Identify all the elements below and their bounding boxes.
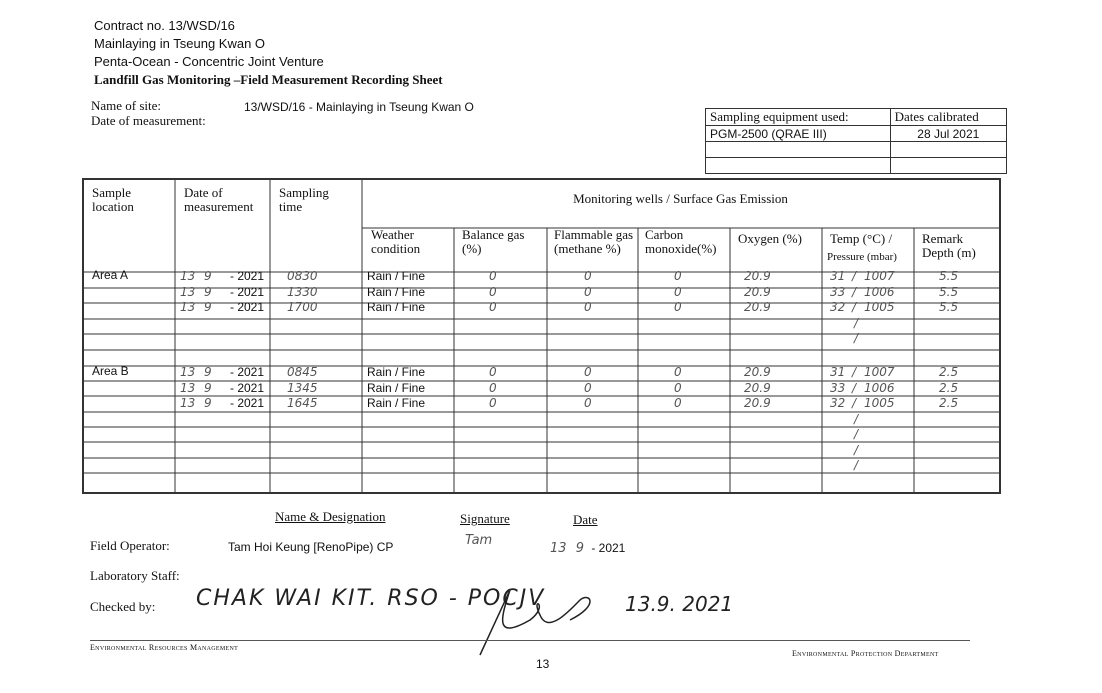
balance-gas-value: 0 — [489, 284, 497, 299]
balance-gas-value: 0 — [489, 300, 497, 314]
sheet-title: Landfill Gas Monitoring –Field Measurement Recording Sheet — [94, 72, 443, 87]
temp-pressure-slash: / — [852, 396, 857, 410]
equipment-header: Sampling equipment used: — [706, 109, 891, 126]
col-flammable-gas: Flammable gas (methane %) — [554, 227, 634, 256]
col-sampling-time: Sampling time — [279, 185, 329, 214]
oxygen-value: 20.9 — [744, 300, 771, 314]
field-date-month: 9 — [575, 541, 585, 556]
table-grid — [84, 180, 999, 492]
date-day: 13 — [180, 396, 196, 410]
date-month: 9 — [204, 396, 212, 410]
depth-value: 2.5 — [939, 380, 959, 395]
equipment-table — [705, 108, 1007, 174]
weather-condition: Rain / Fine — [367, 300, 426, 314]
pressure-value: 1006 — [864, 284, 895, 299]
date-month: 9 — [204, 365, 212, 379]
col-date-of-measurement: Date of measurement — [184, 185, 254, 214]
monitoring-table — [82, 178, 1001, 494]
right-footer: Environmental Protection Department — [792, 649, 939, 658]
depth-value: 5.5 — [939, 284, 959, 299]
date-month: 9 — [204, 300, 212, 314]
temp-value: 32 — [830, 396, 846, 410]
date-day: 13 — [180, 269, 196, 283]
empty-row-slash: / — [854, 411, 859, 426]
pressure-value: 1006 — [864, 380, 895, 395]
depth-value: 5.5 — [939, 300, 959, 314]
date-month: 9 — [204, 269, 212, 283]
weather-condition: Rain / Fine — [367, 396, 426, 410]
weather-condition: Rain / Fine — [367, 284, 426, 299]
date-month: 9 — [204, 284, 212, 299]
empty-row-slash: / — [854, 442, 859, 457]
sampling-time: 1700 — [287, 300, 318, 314]
equipment-model: PGM-2500 (QRAE III) — [706, 126, 891, 142]
depth-value: 5.5 — [939, 269, 959, 283]
date-header: Date — [573, 512, 598, 527]
balance-gas-value: 0 — [489, 269, 497, 283]
date-year: - 2021 — [230, 380, 265, 395]
date-year: - 2021 — [230, 365, 265, 379]
flammable-gas-value: 0 — [584, 284, 592, 299]
site-name-value: 13/WSD/16 - Mainlaying in Tseung Kwan O — [244, 100, 474, 114]
temp-pressure-slash: / — [852, 269, 857, 283]
checked-by-name: CHAK WAI KIT. RSO - POCJV — [196, 586, 546, 611]
col-remark-depth: Remark Depth (m) — [922, 231, 976, 260]
oxygen-value: 20.9 — [744, 269, 771, 283]
date-day: 13 — [180, 284, 196, 299]
sampling-time: 1645 — [287, 396, 318, 410]
balance-gas-value: 0 — [489, 396, 497, 410]
empty-cell — [890, 158, 1006, 174]
oxygen-value: 20.9 — [744, 365, 771, 379]
col-pressure: Pressure (mbar) — [827, 251, 897, 263]
weather-condition: Rain / Fine — [367, 380, 426, 395]
flammable-gas-value: 0 — [584, 365, 592, 379]
field-operator-date — [550, 540, 625, 556]
oxygen-value: 20.9 — [744, 380, 771, 395]
depth-value: 2.5 — [939, 396, 959, 410]
field-date-year: - 2021 — [591, 541, 626, 555]
temp-pressure-slash: / — [852, 380, 857, 395]
carbon-monoxide-value: 0 — [674, 269, 682, 283]
balance-gas-value: 0 — [489, 380, 497, 395]
pressure-value: 1007 — [864, 365, 895, 379]
name-designation-header: Name & Designation — [275, 509, 386, 524]
col-balance-gas: Balance gas (%) — [462, 227, 525, 256]
date-of-measurement-label: Date of measurement: — [91, 113, 206, 128]
sampling-time: 0845 — [287, 365, 318, 379]
oxygen-value: 20.9 — [744, 396, 771, 410]
date-year: - 2021 — [230, 269, 265, 283]
calibrated-header: Dates calibrated — [890, 109, 1006, 126]
carbon-monoxide-value: 0 — [674, 396, 682, 410]
weather-condition: Rain / Fine — [367, 269, 426, 283]
carbon-monoxide-value: 0 — [674, 284, 682, 299]
col-temp: Temp (°C) / — [830, 231, 893, 246]
empty-row-slash: / — [854, 315, 859, 330]
flammable-gas-value: 0 — [584, 269, 592, 283]
page-number: 13 — [536, 657, 550, 671]
depth-value: 2.5 — [939, 365, 959, 379]
carbon-monoxide-value: 0 — [674, 380, 682, 395]
carbon-monoxide-value: 0 — [674, 365, 682, 379]
field-date-day: 13 — [550, 541, 567, 556]
temp-pressure-slash: / — [852, 284, 857, 299]
project-name: Mainlaying in Tseung Kwan O — [94, 36, 266, 51]
empty-row-slash: / — [854, 458, 859, 472]
date-month: 9 — [204, 380, 212, 395]
flammable-gas-value: 0 — [584, 396, 592, 410]
date-day: 13 — [180, 365, 196, 379]
temp-pressure-slash: / — [852, 365, 857, 379]
sampling-time: 1345 — [287, 380, 318, 395]
col-carbon-monoxide: Carbon monoxide(%) — [645, 227, 717, 256]
date-year: - 2021 — [230, 396, 265, 410]
date-year: - 2021 — [230, 284, 265, 299]
field-operator-label: Field Operator: — [90, 538, 170, 553]
date-day: 13 — [180, 300, 196, 314]
col-sample-location: Sample location — [92, 185, 134, 214]
contract-number: Contract no. 13/WSD/16 — [94, 18, 235, 33]
empty-row-slash: / — [854, 427, 859, 441]
area-label: Area B — [92, 364, 129, 378]
carbon-monoxide-value: 0 — [674, 300, 682, 314]
checked-by-signature — [470, 580, 610, 660]
empty-cell — [890, 142, 1006, 158]
empty-cell — [706, 158, 891, 174]
temp-value: 31 — [830, 365, 846, 379]
empty-row-slash: / — [854, 331, 859, 345]
footer-divider — [90, 640, 970, 641]
temp-value: 33 — [830, 380, 846, 395]
temp-pressure-slash: / — [852, 300, 857, 314]
contractor-name: Penta-Ocean - Concentric Joint Venture — [94, 54, 324, 69]
temp-value: 33 — [830, 284, 846, 299]
flammable-gas-value: 0 — [584, 380, 592, 395]
date-year: - 2021 — [230, 300, 265, 314]
empty-cell — [706, 142, 891, 158]
calibration-date: 28 Jul 2021 — [890, 126, 1006, 142]
pressure-value: 1005 — [864, 300, 895, 314]
col-group-monitoring: Monitoring wells / Surface Gas Emission — [573, 191, 788, 206]
area-label: Area A — [92, 268, 129, 282]
signature-header: Signature — [460, 511, 510, 526]
left-footer: Environmental Resources Management — [90, 643, 239, 652]
site-name-label: Name of site: — [91, 98, 162, 113]
date-day: 13 — [180, 380, 196, 395]
sampling-time: 0830 — [287, 269, 318, 283]
temp-value: 32 — [830, 300, 846, 314]
field-operator-name: Tam Hoi Keung [RenoPipe) CP — [228, 540, 394, 554]
sampling-time: 1330 — [287, 284, 318, 299]
pressure-value: 1007 — [864, 269, 895, 283]
field-operator-signature: Tam — [465, 533, 493, 548]
col-oxygen: Oxygen (%) — [738, 231, 802, 246]
oxygen-value: 20.9 — [744, 284, 771, 299]
temp-value: 31 — [830, 269, 846, 283]
weather-condition: Rain / Fine — [367, 365, 426, 379]
checked-by-label: Checked by: — [90, 599, 156, 614]
flammable-gas-value: 0 — [584, 300, 592, 314]
balance-gas-value: 0 — [489, 365, 497, 379]
pressure-value: 1005 — [864, 396, 895, 410]
col-weather: Weather condition — [371, 227, 421, 256]
checked-by-date: 13.9. 2021 — [625, 592, 734, 616]
lab-staff-label: Laboratory Staff: — [90, 568, 180, 583]
